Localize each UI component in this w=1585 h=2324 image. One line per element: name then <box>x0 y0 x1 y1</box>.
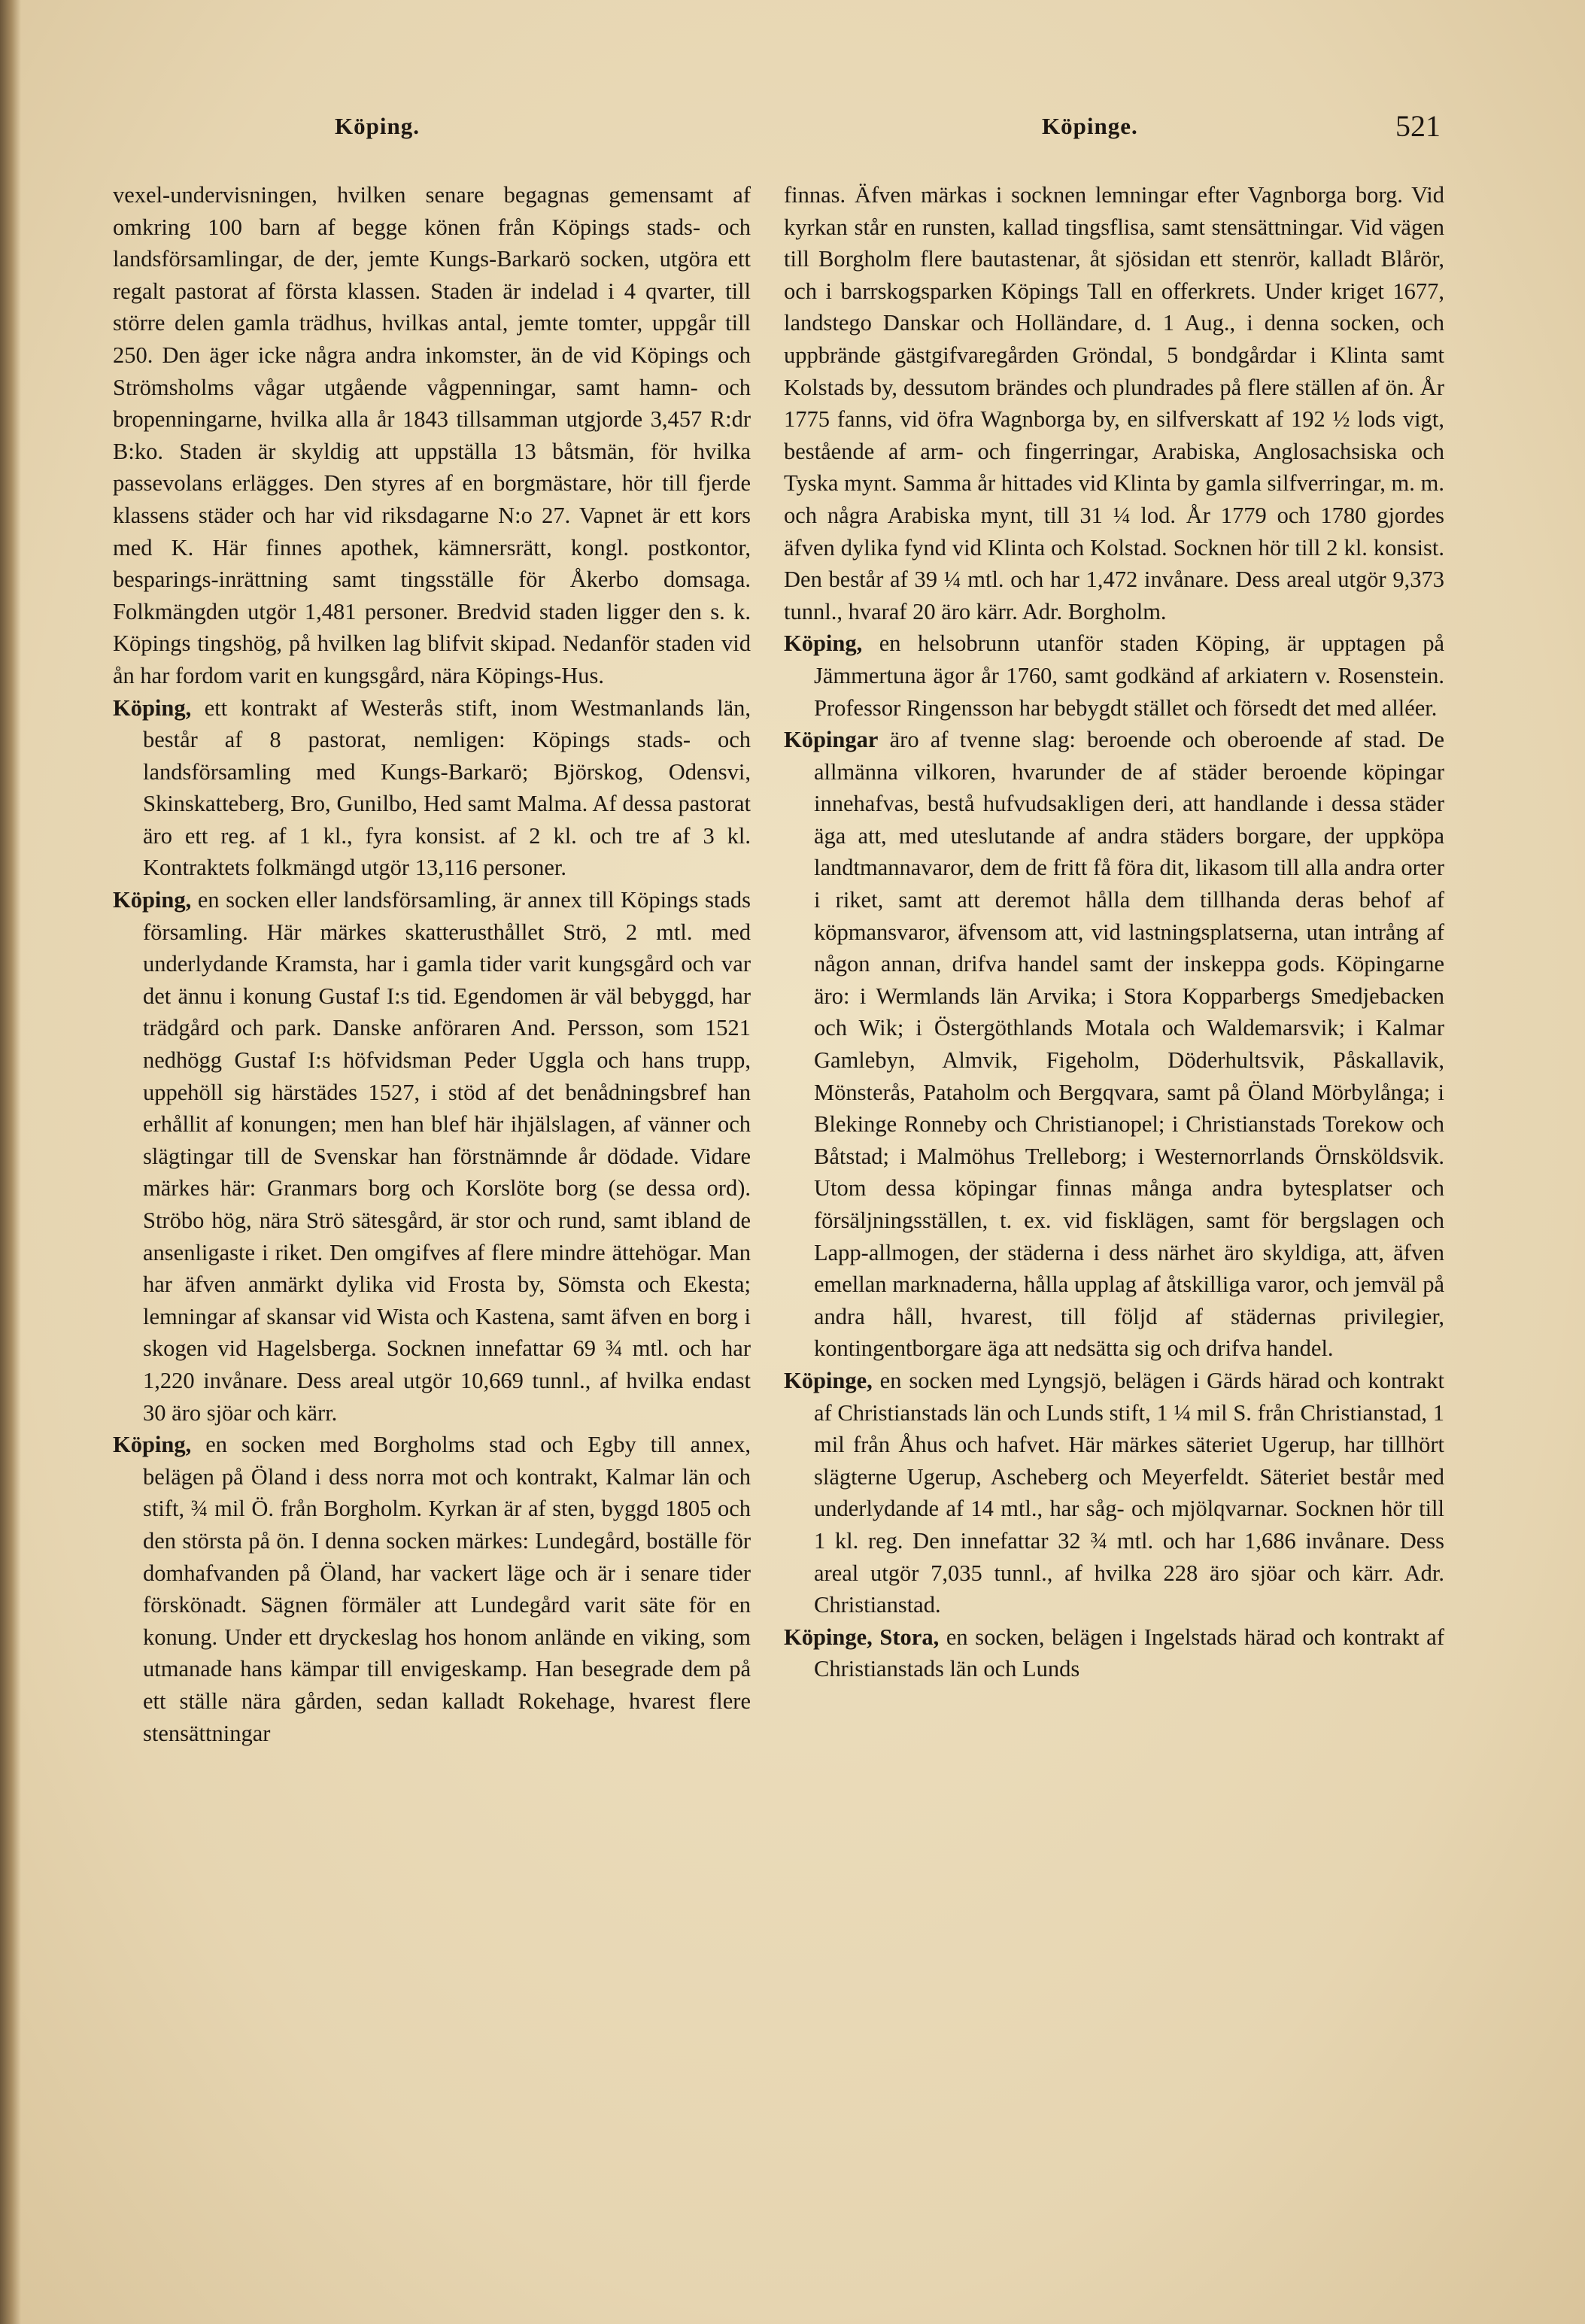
entry-paragraph <box>784 724 1444 1365</box>
entry-text: vexel-undervisningen, hvilken senare begagnas gemensamt af omkring 100 barn af begge könen från Köpings stads- och landsförsamlingar, de der, jemte Kungs-Barkarö socken, utgöra ett regalt pastorat af första klassen. Staden är indelad i 4 qvarter, till större delen gamla trädhus, hvilkas antal, jemte tomter, uppgår till 250. Den äger icke några andra inkomster, än de vid Köpings och Strömsholms vågar utgående vågpenningar, samt hamn- och bropenningarne, hvilka alla år 1843 tillsamman utgjorde 3,457 R:dr B:ko. Staden är skyldig att uppställa 13 båtsmän, för hvilka passevolans erlägges. Den styres af en borgmästare, hör till fjerde klassens städer och har vid riksdagarne N:o 27. Vapnet är ett kors med K. Här finnes apothek, kämnersrätt, kongl. postkontor, besparings-inrättning samt tingsställe för Åkerbo domsaga. Folkmängden utgör 1,481 personer. Bredvid staden ligger den s. k. Köpings tingshög, på hvilken lag blifvit skipad. Nedanför staden vid ån har fordom varit en kungsgård, nära Köpings-Hus. <box>113 182 751 688</box>
entry-headword: Köping, <box>784 630 863 657</box>
entry-headword: Köpinge, <box>784 1367 873 1393</box>
book-spine <box>0 0 21 2324</box>
entry-text: en helsobrunn utanför staden Köping, är upptagen på Jämmertuna ägor år 1760, samt godkänd af arkiatern v. Rosenstein. Professor Ringensson har bebygdt stället och försedt det med alléer. <box>814 630 1445 721</box>
entry-text: finnas. Äfven märkas i socknen lemningar efter Vagnborga borg. Vid kyrkan står en runsten, kallad tingsflisa, samt stensättningar. Vid vägen till Borgholm flere bautastenar, åt sjösidan ett stenrör, kalladt Blårör, och i barrskogsparken Köpings Tall en offerkrets. Under kriget 1677, landstego Danskar och Holländare, d. 1 Aug., i denna socken, och uppbrände gästgifvaregården Gröndal, 5 bondgårdar i Klinta samt Kolstads by, dessutom brändes och plundrades på flere ställen af ön. År 1775 fanns, vid öfra Wagnborga by, en silfverskatt af 192 ½ lods vigt, bestående af arm- och fingerringar, Arabiska, Anglosachsiska och Tyska mynt. Samma år hittades vid Klinta by gamla silfverringar, m. m. och några Arabiska mynt, till 31 ¼ lod. År 1779 och 1780 gjordes äfven dylika fynd vid Klinta och Kolstad. Socknen hör till 2 kl. konsist. Den består af 39 ¼ mtl. och har 1,472 invånare. Dess areal utgör 9,373 tunnl., hvaraf 20 äro kärr. Adr. Borgholm. <box>784 182 1444 624</box>
entry-paragraph <box>113 1429 751 1749</box>
running-head-right: Köpinge. <box>1042 113 1138 139</box>
entry-headword: Köping, <box>113 694 192 721</box>
running-head-left: Köping. <box>335 113 420 139</box>
entry-headword: Köping, <box>113 1432 192 1458</box>
left-column <box>113 179 751 1749</box>
entry-headword: Köpinge, Stora, <box>784 1624 940 1650</box>
page-header <box>0 109 1585 158</box>
entry-text: äro af tvenne slag: beroende och oberoende af stad. De allmänna vilkoren, hvarunder de af städer beroende köpingar innehafvas, bestå hufvudsakligen deri, att handlande i dessa städer äga att, med uteslutande af andra städers borgare, der uppköpa landtmannavaror, dem de fritt få föra dit, likasom till alla andra orter i riket, samt att deremot hålla dem tillhanda deras behof af köpmansvaror, äfvensom att, vid lastningsplatserna, utan intrång af någon annan, drifva handel samt der inskeppa gods. Köpingarne äro: i Wermlands län Arvika; i Stora Kopparbergs Smedjebacken och Wik; i Östergöthlands Motala och Waldemarsvik; i Kalmar Gamlebyn, Almvik, Figeholm, Döderhultsvik, Påskallavik, Mönsterås, Pataholm och Bergqvara, samt på Öland Mörbylånga; i Blekinge Ronneby och Christianopel; i Christianstads Torekow och Båtstad; i Malmöhus Trelleborg; i Westernorrlands Örnsköldsvik. Utom dessa köpingar finnas många andra bytesplatser och försäljningsställen, t. ex. vid fisklägen, samt för bergslagen och Lapp-allmogen, der städerna i dess närhet äro skyldiga, att, äfven emellan marknaderna, hålla upplag af åtskilliga varor, och jemväl på andra håll, hvarest, till följd af städernas privilegier, kontingentborgare äga att nedsätta sig och drifva handel. <box>814 727 1444 1362</box>
entry-paragraph <box>784 1365 1444 1621</box>
entry-paragraph <box>784 1621 1444 1685</box>
right-column <box>784 179 1444 1685</box>
entry-paragraph <box>113 692 751 885</box>
entry-text: en socken eller landsförsamling, är annex till Köpings stads församling. Här märkes skatterusthållet Strö, 2 mtl. med underlydande Kramsta, har i gamla tider varit kungsgård och var det ännu i konung Gustaf I:s tid. Egendomen är väl bebyggd, har trädgård och park. Danske anföraren And. Persson, som 1521 nedhögg Gustaf I:s höfvidsman Peder Uggla och hans trupp, uppehöll sig härstädes 1527, i stöd af det benådningsbref han erhållit af konungen; men han blef här ihjälslagen, af vänner och slägtingar till de Svenskar han förstnämnde år dödade. Vidare märkes här: Granmars borg och Korslöte borg (se dessa ord). Ströbo hög, nära Strö sätesgård, är stor och rund, samt ibland de ansenligaste i riket. Den omgifves af flere mindre ättehögar. Man har äfven anmärkt dylika vid Frosta by, Sömsta och Ekesta; lemningar af skansar vid Wista och Kastena, samt äfven en borg i skogen vid Hagelsberga. Socknen innefattar 69 ¾ mtl. och har 1,220 invånare. Dess areal utgör 10,669 tunnl., af hvilka endast 30 äro sjöar och kärr. <box>143 887 752 1426</box>
entry-text: en socken med Borgholms stad och Egby till annex, belägen på Öland i dess norra mot och kontrakt, Kalmar län och stift, ¾ mil Ö. från Borgholm. Kyrkan är af sten, byggd 1805 och den största på ön. I denna socken märkes: Lundegård, boställe för domhafvanden på Öland, har vackert läge och är i senare tider förskönadt. Sägnen förmäler att Lundegård varit säte för en konung. Under ett dryckeslag hos honom anlände en viking, som utmanade hans kämpar till envigeskamp. Han besegrade dem på ett ställe nära gården, sedan kalladt Rokehage, hvarest flere stensättningar <box>143 1432 751 1746</box>
entry-paragraph <box>113 884 751 1429</box>
entry-paragraph <box>784 179 1444 627</box>
entry-text: en socken, belägen i Ingelstads härad och kontrakt af Christianstads län och Lunds <box>814 1624 1444 1682</box>
entry-text: ett kontrakt af Westerås stift, inom Westmanlands län, består af 8 pastorat, nemligen: Köpings stads- och landsförsamling med Kungs-Barkarö; Björskog, Odensvi, Skinskatteberg, Bro, Gunilbo, Hed samt Malma. Af dessa pastorat äro ett reg. af 1 kl., fyra konsist. af 2 kl. och tre af 3 kl. Kontraktets folkmängd utgör 13,116 personer. <box>143 694 752 881</box>
entry-paragraph <box>784 627 1444 724</box>
entry-headword: Köping, <box>113 887 192 913</box>
entry-headword: Köpingar <box>784 727 879 753</box>
entry-paragraph <box>113 179 751 692</box>
page-number: 521 <box>1395 109 1441 143</box>
entry-text: en socken med Lyngsjö, belägen i Gärds härad och kontrakt af Christianstads län och Lunds stift, 1 ¼ mil S. från Christianstad, 1 mil från Åhus och hafvet. Här märkes säteriet Ugerup, har tillhört slägterne Ugerup, Ascheberg och Meyerfeldt. Säteriet består med underlydande af 14 mtl., har såg- och mjölqvarnar. Socknen hör till 1 kl. reg. Den innefattar 32 ¾ mtl. och har 1,686 invånare. Dess areal utgör 7,035 tunnl., af hvilka 228 äro sjöar och kärr. Adr. Christianstad. <box>814 1367 1445 1618</box>
